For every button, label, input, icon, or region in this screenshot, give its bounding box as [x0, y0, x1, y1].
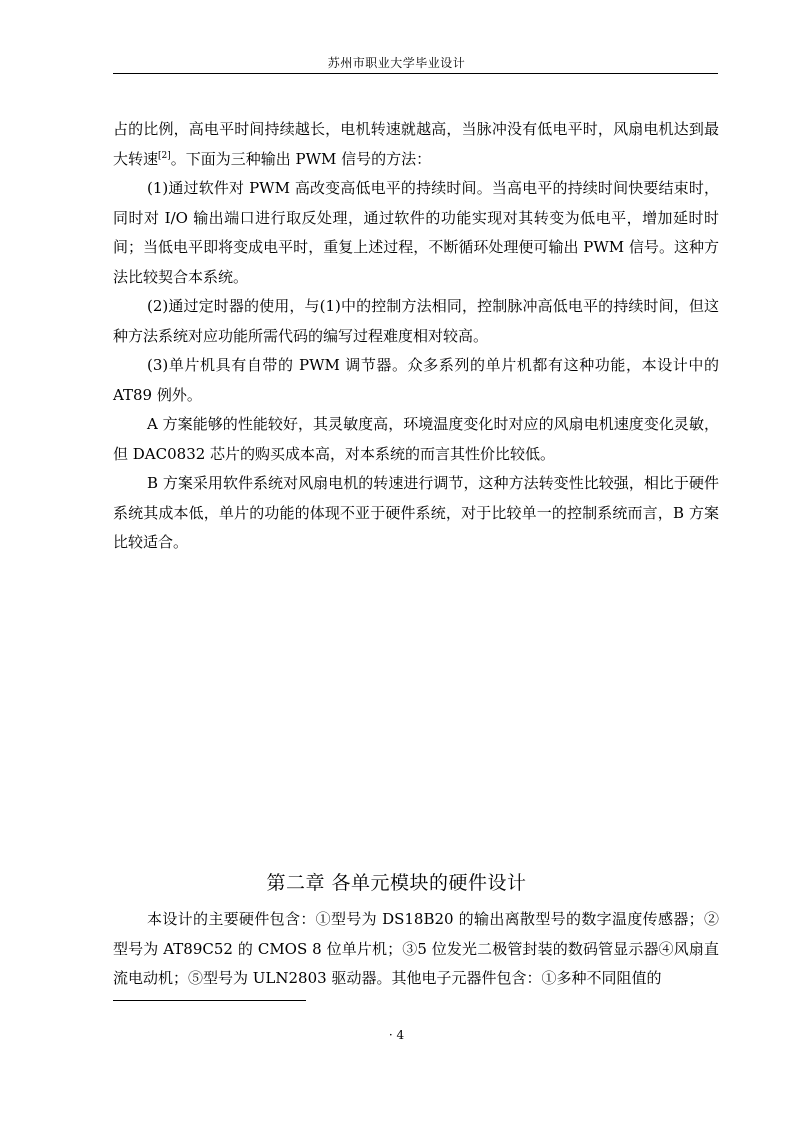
chapter-body [113, 905, 719, 994]
paragraph-4: (3)单片机具有自带的 PWM 调节器。众多系列的单片机都有这种功能，本设计中的 AT89 例外。 [113, 356, 719, 404]
paragraph-1 [113, 115, 719, 174]
paragraph-2: (1)通过软件对 PWM 高改变高低电平的持续时间。当高电平的持续时间快要结束时，同时对 I/O 输出端口进行取反处理，通过软件的功能实现对其转变为低电平，增加延时时间；当低电平即将变成电平时，重复上述过程，不断循环处理便可输出 PWM 信号。这种方法比较契合本系统。 [113, 179, 719, 286]
paragraph-5: A 方案能够的性能较好，其灵敏度高，环境温度变化时对应的风扇电机速度变化灵敏，但 DAC0832 芯片的购买成本高，对本系统的而言其性价比较低。 [113, 415, 719, 463]
paragraph-1-tail: 。下面为三种输出 PWM 信号的方法： [170, 149, 432, 168]
header-divider [113, 73, 718, 74]
page-header-title: 苏州市职业大学毕业设计 [327, 56, 466, 70]
chapter-intro-paragraph: 本设计的主要硬件包含：①型号为 DS18B20 的输出离散型号的数字温度传感器；②型号为 AT89C52 的 CMOS 8 位单片机；③5 位发光二极管封装的数码管显示器④风扇直流电动机；⑤型号为 ULN2803 驱动器。其他电子元器件包含：①多种不同阻值的 [113, 910, 719, 987]
citation-ref: [2] [158, 150, 171, 161]
paragraph-3: (2)通过定时器的使用，与(1)中的控制方法相同，控制脉冲高低电平的持续时间，但这种方法系统对应功能所需代码的编写过程难度相对较高。 [113, 297, 719, 345]
paragraph-1-text: 占的比例，高电平时间持续越长，电机转速就越高，当脉冲没有低电平时，风扇电机达到最大转速 [113, 120, 719, 168]
footnote-divider [113, 1000, 306, 1001]
chapter-title: 第二章 各单元模块的硬件设计 [266, 872, 527, 894]
body-text [113, 115, 719, 558]
paragraph-6: B 方案采用软件系统对风扇电机的转速进行调节，这种方法转变性比较强，相比于硬件系统其成本低，单片的功能的体现不亚于硬件系统，对于比较单一的控制系统而言，B 方案比较适合。 [113, 474, 719, 551]
page-number: · 4 [388, 1028, 405, 1042]
